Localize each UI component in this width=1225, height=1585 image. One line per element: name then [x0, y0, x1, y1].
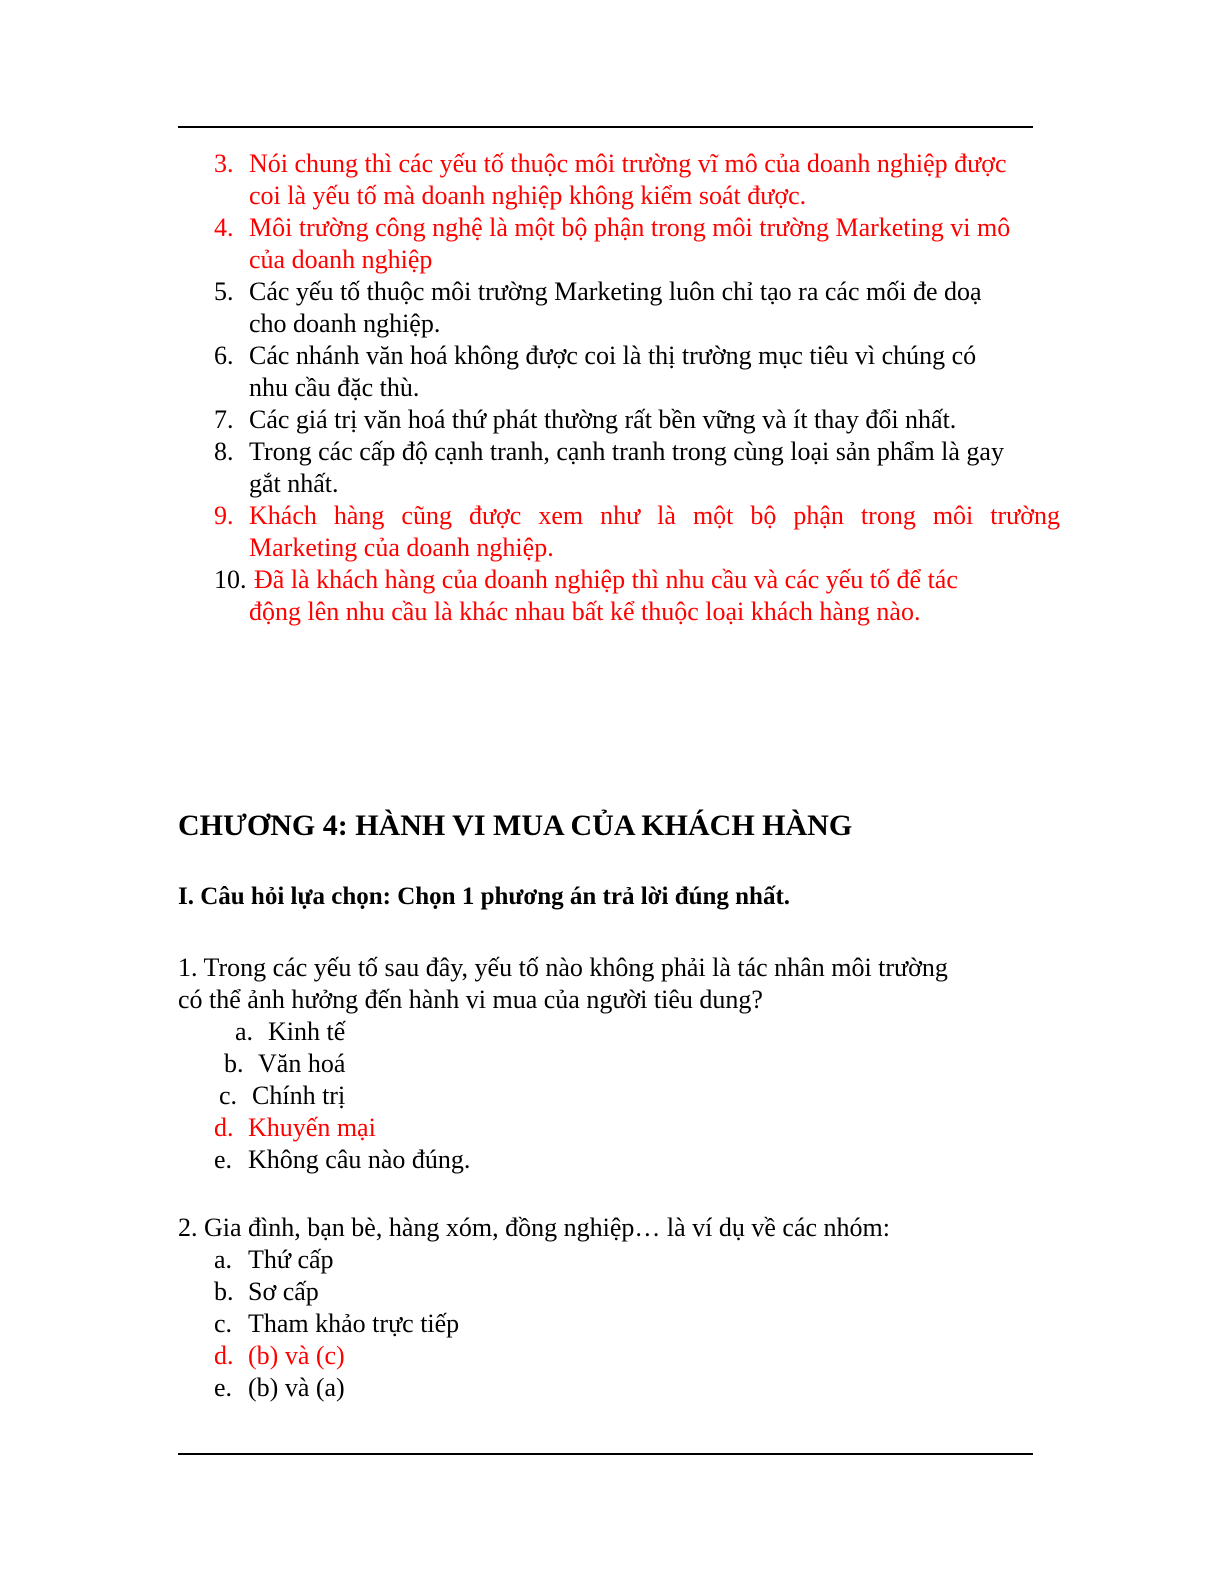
option-letter: a. — [214, 1245, 233, 1274]
chapter-title: CHƯƠNG 4: HÀNH VI MUA CỦA KHÁCH HÀNG — [178, 809, 853, 842]
option-text: Khuyến mại — [248, 1113, 376, 1142]
item-number: 6. — [214, 341, 234, 370]
item-number: 5. — [214, 277, 234, 306]
item-number: 10. — [214, 565, 247, 594]
option-letter: c. — [214, 1309, 233, 1338]
item-text-line: Nói chung thì các yếu tố thuộc môi trường vĩ mô của doanh nghiệp được — [249, 149, 1007, 178]
item-text-line: động lên nhu cầu là khác nhau bất kể thuộc loại khách hàng nào. — [249, 597, 921, 626]
item-number: 7. — [214, 405, 234, 434]
option-letter: d. — [214, 1113, 234, 1142]
item-text-line: Đã là khách hàng của doanh nghiệp thì nhu cầu và các yếu tố để tác — [254, 565, 958, 594]
item-text-line: Khách hàng cũng được xem như là một bộ phận trong môi trường — [249, 501, 1060, 530]
option-text: Không câu nào đúng. — [248, 1145, 471, 1174]
item-number: 8. — [214, 437, 234, 466]
option-letter: b. — [214, 1277, 234, 1306]
item-text-line: Các giá trị văn hoá thứ phát thường rất bền vững và ít thay đổi nhất. — [249, 405, 957, 434]
option-letter: a. — [235, 1017, 254, 1046]
option-text: Tham khảo trực tiếp — [248, 1309, 460, 1338]
item-text-line: cho doanh nghiệp. — [249, 309, 441, 338]
item-text-line: nhu cầu đặc thù. — [249, 373, 420, 402]
header-rule — [178, 126, 1033, 128]
option-text: Văn hoá — [258, 1049, 346, 1078]
option-text: Thứ cấp — [248, 1245, 334, 1274]
question-text-line: có thể ảnh hưởng đến hành vi mua của người tiêu dung? — [178, 985, 763, 1014]
option-letter: e. — [214, 1373, 233, 1402]
item-text-line: của doanh nghiệp — [249, 245, 433, 274]
option-letter: e. — [214, 1145, 233, 1174]
item-text-line: Các nhánh văn hoá không được coi là thị trường mục tiêu vì chúng có — [249, 341, 977, 370]
question-text-line: 2. Gia đình, bạn bè, hàng xóm, đồng nghiệp… là ví dụ về các nhóm: — [178, 1213, 890, 1242]
option-text: (b) và (c) — [248, 1341, 345, 1370]
item-text-line: gắt nhất. — [249, 469, 339, 498]
option-text: Kinh tế — [268, 1017, 346, 1046]
option-text: Sơ cấp — [248, 1277, 319, 1306]
item-text-line: Trong các cấp độ cạnh tranh, cạnh tranh trong cùng loại sản phẩm là gay — [249, 437, 1004, 466]
option-letter: b. — [224, 1049, 244, 1078]
option-text: Chính trị — [252, 1081, 346, 1110]
item-text-line: Các yếu tố thuộc môi trường Marketing luôn chỉ tạo ra các mối đe doạ — [249, 277, 982, 306]
section-title: I. Câu hỏi lựa chọn: Chọn 1 phương án trả lời đúng nhất. — [178, 883, 791, 910]
footer-rule — [178, 1453, 1033, 1455]
item-number: 9. — [214, 501, 234, 530]
item-text-line: coi là yếu tố mà doanh nghiệp không kiểm soát được. — [249, 181, 807, 210]
option-letter: c. — [219, 1081, 238, 1110]
item-number: 3. — [214, 149, 234, 178]
item-number: 4. — [214, 213, 234, 242]
option-letter: d. — [214, 1341, 234, 1370]
option-text: (b) và (a) — [248, 1373, 345, 1402]
item-text-line: Marketing của doanh nghiệp. — [249, 533, 554, 562]
question-text-line: 1. Trong các yếu tố sau đây, yếu tố nào không phải là tác nhân môi trường — [178, 953, 948, 982]
item-text-line: Môi trường công nghệ là một bộ phận trong môi trường Marketing vi mô — [249, 213, 1011, 242]
